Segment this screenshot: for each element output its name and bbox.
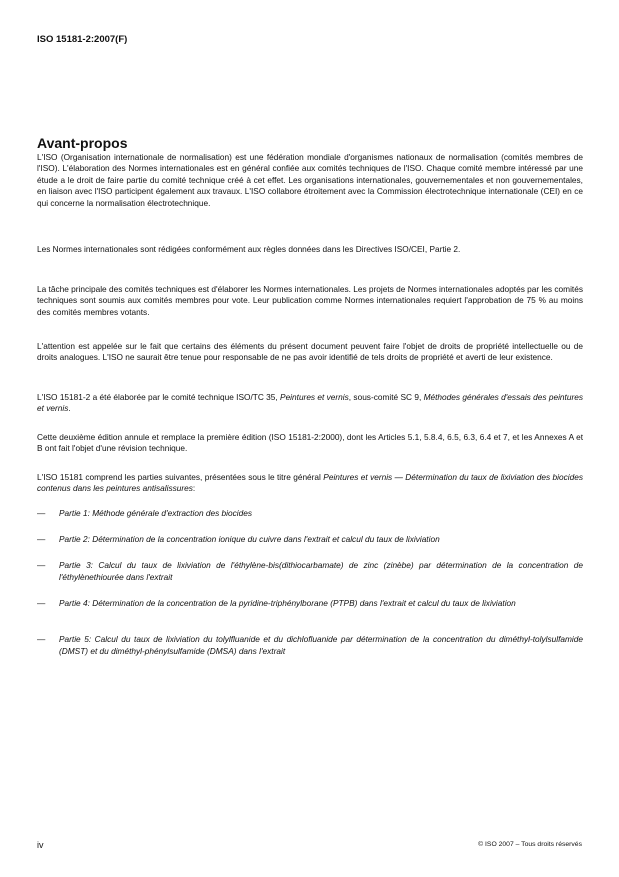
dash: — — [37, 634, 46, 644]
text: Peintures et vernis — Détermination du taux de lixiviation des biocides contenus dans les peintures antisalissures — [37, 472, 583, 494]
text: . — [68, 403, 71, 414]
text: Peintures et vernis — [280, 392, 349, 402]
paragraph: L'ISO (Organisation internationale de normalisation) est une fédération mondiale d'organismes nationaux de normalisation (comités membres de l'ISO). L'élaboration des Normes internationales est en général confiée aux comités techniques de l'ISO. Chaque comité membre intéressé par une étude a le droit de faire partie du comité technique créé à cet effet. Les organisations internationales, gouvernementales et non gouvernementales, en liaison avec l'ISO participent également aux travaux. L'ISO collabore étroitement avec la Commission électrotechnique internationale (CEI) en ce qui concerne la normalisation électrotechnique. — [37, 152, 583, 208]
section-title: Avant-propos — [37, 135, 128, 151]
dash: — — [37, 598, 46, 608]
paragraph: L'attention est appelée sur le fait que certains des éléments du présent document peuvent faire l'objet de droits de propriété intellectuelle ou de droits analogues. L'ISO ne saurait être tenue pour responsable de ne pas avoir identifié de tels droits de propriété et averti de leur existence. — [37, 341, 583, 363]
list-item-text: Partie 3: Calcul du taux de lixiviation de l'éthylène-bis(dithiocarbamate) de zinc (zinèbe) par détermination de la concentration de l'éthylènethiourée dans l'extrait — [59, 560, 583, 582]
list-item-text: Partie 4: Détermination de la concentration de la pyridine-triphénylborane (PTPB) dans l'extrait et calcul du taux de lixiviation — [59, 598, 516, 608]
paragraph — [37, 472, 583, 495]
page-number: iv — [37, 840, 44, 850]
document-header: ISO 15181-2:2007(F) — [37, 34, 128, 45]
text: , sous-comité SC 9, — [348, 392, 424, 402]
paragraph: La tâche principale des comités techniques est d'élaborer les Normes internationales. Les projets de Normes internationales adoptés par les comités techniques sont soumis aux comités membres pour vote. Leur publication comme Normes internationales requiert l'approbation de 75 % au moins des comités membres votants. — [37, 284, 583, 317]
list-item — [37, 560, 583, 584]
dash: — — [37, 508, 46, 518]
paragraph: Les Normes internationales sont rédigées conformément aux règles données dans les Directives ISO/CEI, Partie 2. — [37, 244, 461, 254]
list-item-text: Partie 5: Calcul du taux de lixiviation du tolylfluanide et du dichlofluanide par détermination de la concentration du diméthyl-tolylsulfamide (DMST) et du diméthyl-phénylsulfamide (DMSA) dans l'extrait — [59, 634, 583, 656]
dash: — — [37, 560, 46, 570]
copyright: © ISO 2007 – Tous droits réservés — [478, 841, 582, 848]
text: L'ISO 15181 comprend les parties suivantes, présentées sous le titre général — [37, 472, 324, 482]
dash: — — [37, 534, 46, 544]
paragraph: Cette deuxième édition annule et remplace la première édition (ISO 15181-2:2000), dont les Articles 5.1, 5.8.4, 6.5, 6.3, 6.4 et 7, et les Annexes A et B ont fait l'objet d'une révision technique. — [37, 432, 583, 454]
paragraph — [37, 392, 583, 415]
list-item — [37, 598, 583, 610]
list-item — [37, 634, 583, 658]
list-item-text: Partie 1: Méthode générale d'extraction des biocides — [59, 508, 252, 518]
list-item-text: Partie 2: Détermination de la concentration ionique du cuivre dans l'extrait et calcul du taux de lixiviation — [59, 534, 440, 544]
list-item — [37, 534, 583, 546]
text: Méthodes générales d'essais des peintures et vernis — [37, 392, 583, 414]
list-item — [37, 508, 583, 520]
text: L'ISO 15181-2 a été élaborée par le comité technique ISO/TC 35, — [37, 392, 281, 402]
text: : — [192, 483, 196, 494]
